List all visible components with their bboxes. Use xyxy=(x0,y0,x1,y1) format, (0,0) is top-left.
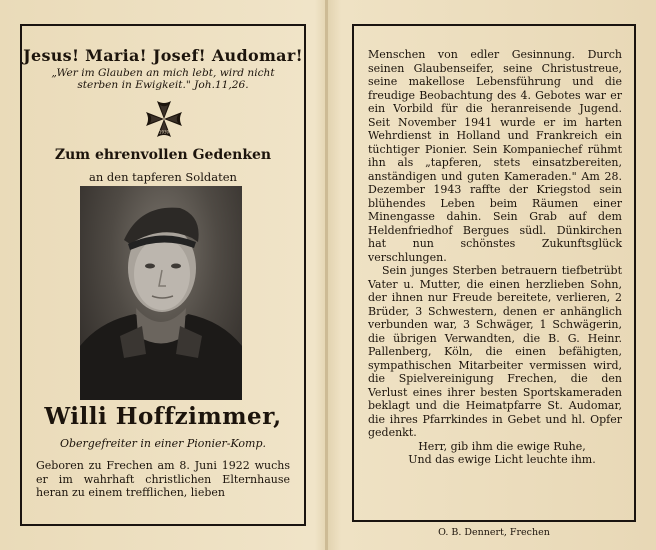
invocation-heading: Jesus! Maria! Josef! Audomar! xyxy=(23,46,303,65)
biography-paragraph: Menschen von edler Gesinnung. Durch seinen Glaubenseifer, seine Christustreue, seine makellose Lebensführung und die freudige Beobachtung des 4. Gebotes war er ein Vorbild für die heranreisende Jugend. Seit November 1941 wurde er im harten Wehrdienst in Holland und Frankreich ein tüchtiger Pionier. Sein Kompaniechef rühmt ihn als „tapferen, stets einsatzbereiten, anständigen und guten Kameraden." Am 28. Dezember 1943 raffte der Kriegstod sein blühendes Leben beim Räumen einer Minengasse dahin. Sein Grab auf dem Heldenfriedhof Bergues südl. Dünkirchen hat nun schönstes Zukunftsglück verschlungen. xyxy=(368,48,622,264)
deceased-name: Willi Hoffzimmer, xyxy=(44,403,282,430)
soldier-portrait xyxy=(80,186,242,400)
prayer-line-2: Und das ewige Licht leuchte ihm. xyxy=(408,453,596,466)
biography-text xyxy=(368,48,622,467)
mourners-paragraph: Sein junges Sterben betrauern tiefbetrübt Vater u. Mutter, die einen herzlieben Sohn, der ihnen nur Freude bereitete, verlieren, 2 Brüder, 3 Schwestern, denen er anhänglich verbunden war, 3 Schwäger, 1 Schwägerin, die übrigen Verwandten, die B. G. Heinr. Pallenberg, Köln, die einen befähigten, sympathischen Mitarbeiter vermissen wird, die Spielvereinigung Frechen, die den Verlust eines ihrer besten Sportskameraden beklagt und die Heimatpfarre St. Audomar, die ihres Pfarrkindes in Gebet und hl. Opfer gedenkt. xyxy=(368,264,622,439)
cross-year: 1939 xyxy=(158,129,170,135)
memorial-heading: Zum ehrenvollen Gedenken xyxy=(54,147,272,163)
bible-quote: „Wer im Glauben an mich lebt, wird nicht sterben in Ewigkeit." Joh.11,26. xyxy=(51,67,275,91)
memorial-subheading: an den tapferen Soldaten xyxy=(89,170,237,184)
card-fold xyxy=(325,0,328,550)
right-panel xyxy=(352,24,636,522)
iron-cross-icon xyxy=(144,99,184,139)
military-rank: Obergefreiter in einer Pionier-Komp. xyxy=(59,437,267,450)
biography-start: Geboren zu Frechen am 8. Juni 1922 wuchs er im wahrhaft christlichen Elternhause heran zu einem trefflichen, lieben xyxy=(36,459,290,500)
left-panel xyxy=(20,24,306,526)
printer-credit: O. B. Dennert, Frechen xyxy=(438,527,550,538)
prayer-line-1: Herr, gib ihm die ewige Ruhe, xyxy=(418,439,586,453)
